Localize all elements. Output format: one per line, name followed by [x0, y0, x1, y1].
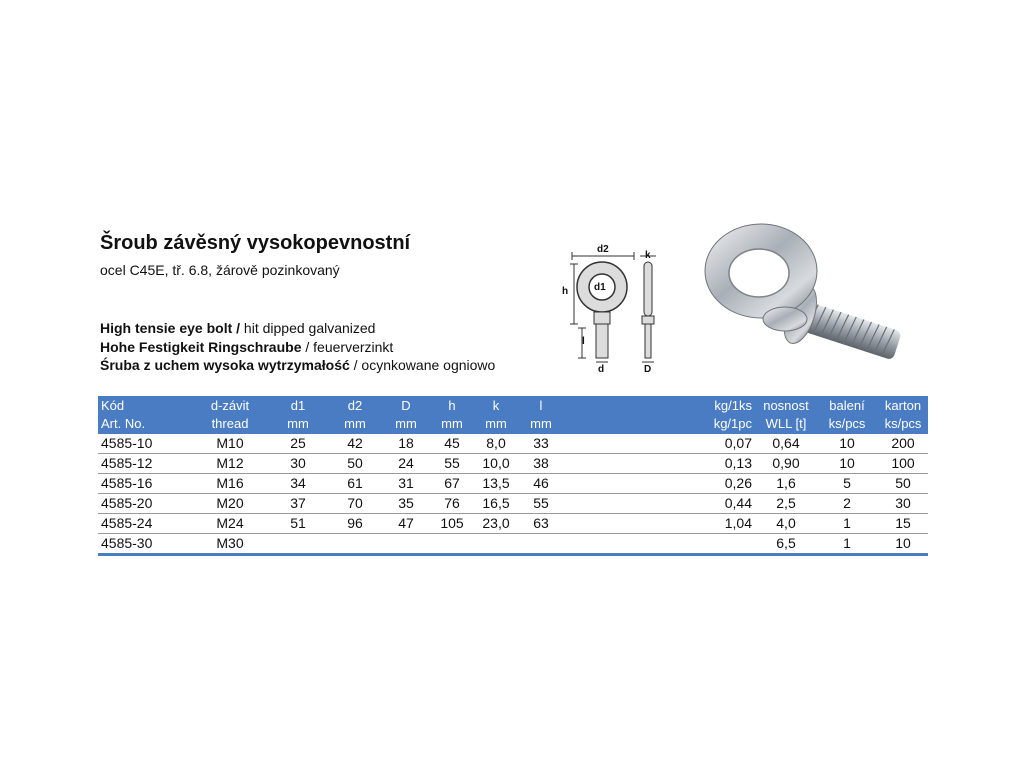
eye-bolt-drawing: [552, 242, 670, 374]
header-D: D: [401, 398, 411, 413]
header-wll: WLL [t]: [765, 416, 807, 431]
cell-k: 13,5: [482, 475, 510, 491]
cell-wll: 1,6: [776, 475, 796, 491]
cell-k: 16,5: [482, 495, 510, 511]
cell-D: 35: [398, 495, 414, 511]
cell-l: 38: [533, 455, 549, 471]
cell-wll: 4,0: [776, 515, 796, 531]
header-k: k: [492, 398, 500, 413]
header-d2-unit: mm: [344, 416, 366, 431]
label-D: D: [644, 364, 652, 374]
cell-d2: 96: [347, 515, 363, 531]
header-kg: kg/1ks: [714, 398, 752, 413]
cell-l: 55: [533, 495, 549, 511]
cell-d1: 34: [290, 475, 306, 491]
label-d2: d2: [597, 244, 609, 255]
translation-pl-bold: Śruba z uchem wysoka wytrzymałość: [100, 357, 350, 373]
table-row: [98, 474, 928, 494]
product-title: Šroub závěsný vysokopevnostní: [100, 232, 411, 254]
cell-D: 18: [398, 435, 414, 451]
header-l-unit: mm: [530, 416, 552, 431]
header-D-unit: mm: [395, 416, 417, 431]
header-karton-unit: ks/pcs: [884, 416, 922, 431]
cell-D: 31: [398, 475, 414, 491]
spec-table: [98, 396, 928, 556]
cell-D: 47: [398, 515, 414, 531]
cell-thread: M30: [216, 535, 244, 551]
cell-h: 45: [444, 435, 460, 451]
cell-D: 24: [398, 455, 414, 471]
table-row: [98, 514, 928, 534]
label-k: k: [645, 250, 651, 261]
cell-weight: 0,26: [724, 475, 752, 491]
cell-karton: 30: [895, 495, 911, 511]
table-row: [98, 534, 928, 556]
cell-baleni: 1: [843, 535, 851, 551]
cell-weight: 0,07: [724, 435, 752, 451]
header-kod: Kód: [101, 398, 125, 413]
eye-bolt-photo: [693, 213, 918, 383]
cell-d2: 61: [347, 475, 363, 491]
cell-karton: 10: [895, 535, 911, 551]
cell-d2: 70: [347, 495, 363, 511]
label-d: d: [598, 364, 605, 374]
cell-thread: M20: [216, 495, 244, 511]
header-d-zavit: d-závit: [210, 398, 250, 413]
cell-wll: 2,5: [776, 495, 796, 511]
cell-kod: 4585-16: [101, 475, 153, 491]
header-k-unit: mm: [485, 416, 507, 431]
translation-pl: [100, 357, 495, 373]
cell-baleni: 10: [839, 455, 855, 471]
translation-en-bold: High tensie eye bolt /: [100, 320, 241, 336]
cell-baleni: 1: [843, 515, 851, 531]
cell-d2: 50: [347, 455, 363, 471]
table-row: [98, 434, 928, 454]
cell-karton: 50: [895, 475, 911, 491]
cell-l: 46: [533, 475, 549, 491]
header-l: l: [539, 398, 543, 413]
cell-h: 105: [440, 515, 464, 531]
cell-k: 10,0: [482, 455, 510, 471]
cell-thread: M16: [216, 475, 244, 491]
cell-l: 33: [533, 435, 549, 451]
table-row: [98, 454, 928, 474]
cell-thread: M24: [216, 515, 244, 531]
table-row: [98, 494, 928, 514]
cell-kod: 4585-20: [101, 495, 153, 511]
header-baleni: balení: [829, 398, 865, 413]
cell-wll: 6,5: [776, 535, 796, 551]
cell-kod: 4585-24: [101, 515, 153, 531]
header-h: h: [448, 398, 456, 413]
translation-de-bold: Hohe Festigkeit Ringschraube: [100, 339, 302, 355]
cell-kod: 4585-12: [101, 455, 153, 471]
cell-baleni: 2: [843, 495, 851, 511]
translation-de-normal: / feuerverzinkt: [301, 339, 394, 355]
header-h-unit: mm: [441, 416, 463, 431]
header-d1-unit: mm: [287, 416, 309, 431]
header-art-no: Art. No.: [101, 416, 146, 431]
cell-karton: 200: [891, 435, 915, 451]
cell-thread: M10: [216, 435, 244, 451]
header-thread: thread: [211, 416, 249, 431]
label-l: l: [582, 336, 585, 347]
cell-weight: 0,13: [724, 455, 752, 471]
header-d1: d1: [290, 398, 306, 413]
label-d1: d1: [594, 282, 606, 293]
table-body: [98, 434, 928, 556]
cell-baleni: 10: [839, 435, 855, 451]
translation-en-normal: hit dipped galvanized: [240, 320, 376, 336]
cell-wll: 0,64: [772, 435, 800, 451]
label-h: h: [562, 286, 569, 297]
header-karton: karton: [884, 398, 922, 413]
cell-wll: 0,90: [772, 455, 800, 471]
cell-d1: 37: [290, 495, 306, 511]
table-header: [98, 396, 928, 434]
cell-d1: 51: [290, 515, 306, 531]
cell-h: 67: [444, 475, 460, 491]
cell-d1: 25: [290, 435, 306, 451]
cell-h: 76: [444, 495, 460, 511]
cell-k: 23,0: [482, 515, 510, 531]
cell-karton: 100: [891, 455, 915, 471]
header-d2: d2: [347, 398, 363, 413]
cell-kod: 4585-10: [101, 435, 153, 451]
header-kg-unit: kg/1pc: [713, 416, 752, 431]
translation-pl-normal: / ocynkowane ogniowo: [349, 357, 496, 373]
cell-karton: 15: [895, 515, 911, 531]
cell-d2: 42: [347, 435, 363, 451]
subtitle-cz: ocel C45E, tř. 6.8, žárově pozinkovaný: [100, 262, 340, 278]
cell-weight: 0,44: [724, 495, 752, 511]
cell-thread: M12: [216, 455, 244, 471]
cell-weight: 1,04: [724, 515, 752, 531]
cell-l: 63: [533, 515, 549, 531]
cell-k: 8,0: [486, 435, 506, 451]
cell-d1: 30: [290, 455, 306, 471]
header-nosnost: nosnost: [763, 398, 809, 413]
cell-baleni: 5: [843, 475, 851, 491]
translation-de: [100, 339, 393, 355]
translation-en: [100, 320, 375, 336]
cell-kod: 4585-30: [101, 535, 153, 551]
cell-h: 55: [444, 455, 460, 471]
header-baleni-unit: ks/pcs: [828, 416, 866, 431]
